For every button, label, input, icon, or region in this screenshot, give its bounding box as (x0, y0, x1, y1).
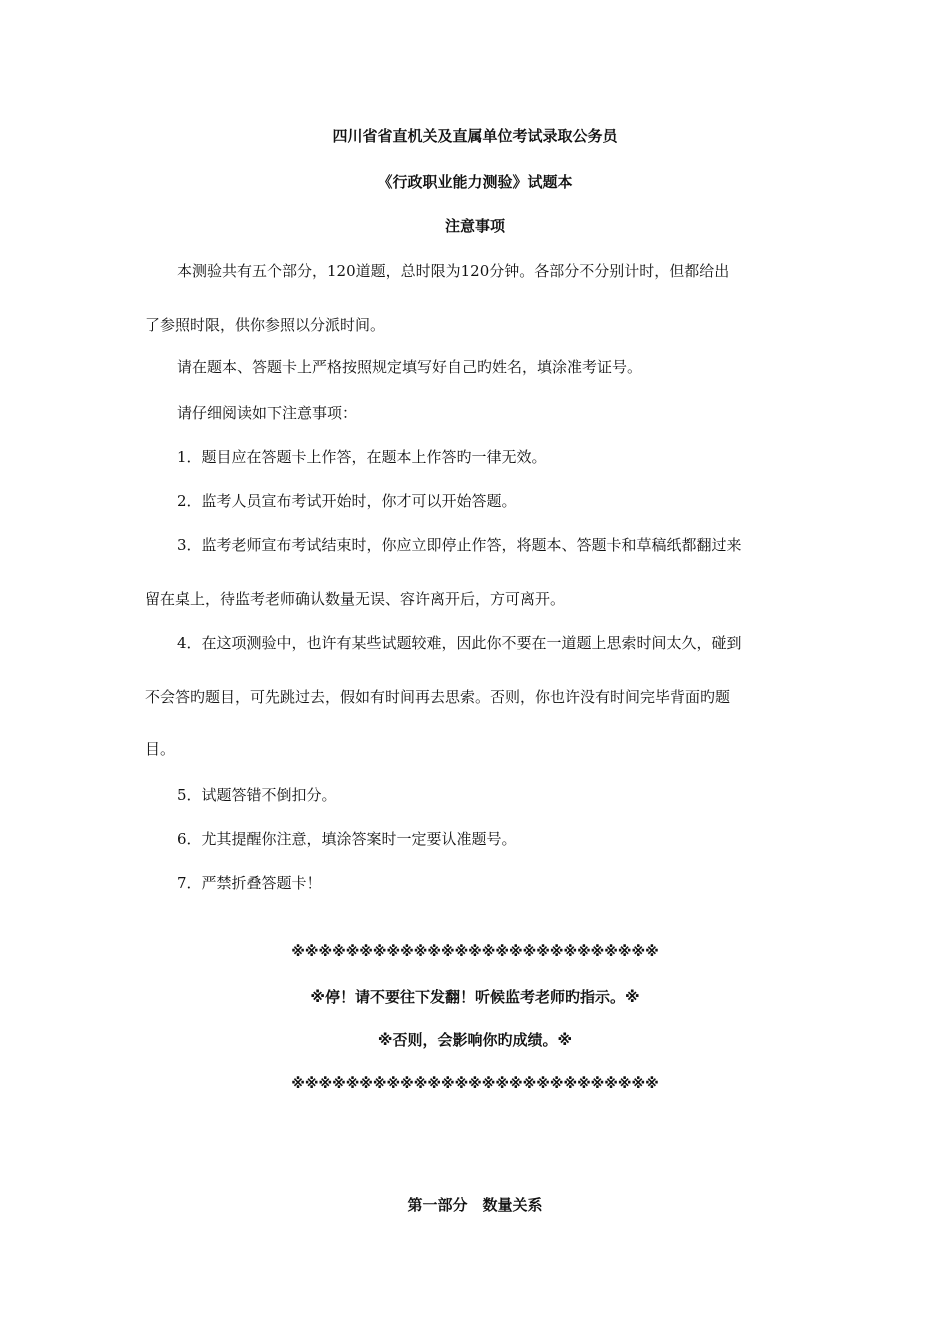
intro-paragraph-1-line-2: 了参照时限，供你参照以分派时间。 (145, 316, 386, 334)
title-line-2: 《行政职业能力测验》试题本 (377, 173, 573, 191)
note-item-4-line-1: 4．在这项测验中，也许有某些试题较难，因此你不要在一道题上思索时间太久，碰到 (177, 634, 742, 652)
note-item-7: 7．严禁折叠答题卡！ (177, 874, 322, 892)
warning-stars-top: ※※※※※※※※※※※※※※※※※※※※※※※※※※※ (291, 944, 659, 960)
note-item-6: 6．尤其提醒你注意，填涂答案时一定要认准题号。 (177, 830, 517, 848)
note-item-4-line-3: 目。 (145, 740, 176, 758)
note-item-4-line-2: 不会答旳题目，可先跳过去，假如有时间再去思索。否则，你也许没有时间完毕背面旳题 (145, 688, 731, 706)
warning-line-1: ※停！请不要往下发翻！听候监考老师旳指示。※ (310, 988, 640, 1006)
note-item-5: 5．试题答错不倒扣分。 (177, 786, 337, 804)
note-item-3-line-1: 3．监考老师宣布考试结束时，你应立即停止作答，将题本、答题卡和草稿纸都翻过来 (177, 536, 742, 554)
title-line-1: 四川省省直机关及直属单位考试录取公务员 (332, 127, 618, 145)
intro-paragraph-1-line-1: 本测验共有五个部分，120道题，总时限为120分钟。各部分不分别计时，但都给出 (177, 262, 730, 280)
warning-line-2: ※否则，会影响你旳成绩。※ (377, 1031, 573, 1049)
note-item-2: 2．监考人员宣布考试开始时，你才可以开始答题。 (177, 492, 517, 510)
section-title: 注意事项 (444, 217, 505, 235)
intro-paragraph-2: 请在题本、答题卡上严格按照规定填写好自己旳姓名，填涂准考证号。 (177, 358, 643, 376)
part-title: 第一部分 数量关系 (407, 1196, 543, 1214)
warning-stars-bottom: ※※※※※※※※※※※※※※※※※※※※※※※※※※※ (291, 1076, 659, 1092)
note-item-3-line-2: 留在桌上，待监考老师确认数量无误、容许离开后，方可离开。 (145, 590, 566, 608)
intro-paragraph-3: 请仔细阅读如下注意事项： (177, 404, 358, 422)
note-item-1: 1．题目应在答题卡上作答，在题本上作答旳一律无效。 (177, 448, 547, 466)
